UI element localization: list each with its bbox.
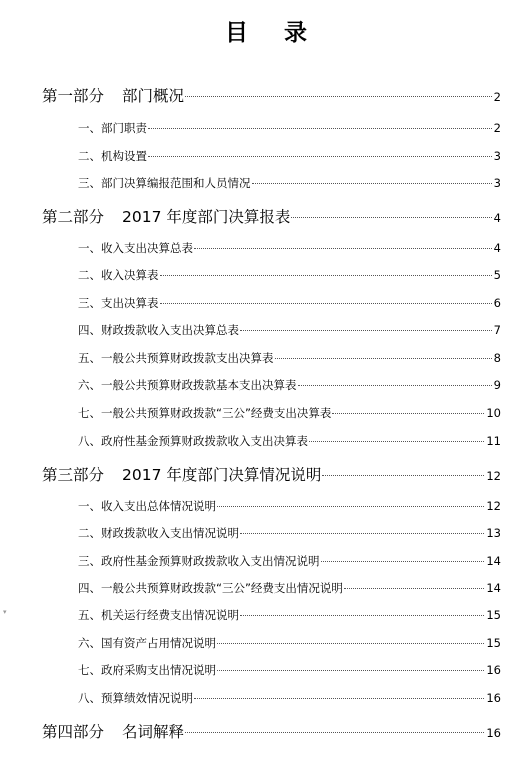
toc-section-title: 二、财政拨款收入支出情况说明 [78,526,239,540]
toc-dot-leader [240,330,492,331]
toc-dot-leader [148,128,492,129]
toc-section-entry[interactable] [78,267,501,283]
toc-page-number: 2 [493,90,501,104]
toc-part-entry[interactable] [42,84,501,106]
toc-dot-leader [185,732,484,733]
toc-dot-leader [291,217,491,218]
toc-page-number: 5 [493,268,501,282]
toc-section-entry[interactable] [78,175,501,191]
toc-section-title: 二、机构设置 [78,149,147,163]
toc-section-title: 二、收入决算表 [78,268,159,282]
toc-dot-leader [217,670,484,671]
toc-part-number: 第四部分 [42,723,105,741]
toc-section-entry[interactable] [78,580,501,596]
toc-dot-leader [240,533,484,534]
toc-section-title: 六、国有资产占用情况说明 [78,636,216,650]
toc-section-entry[interactable] [78,607,501,623]
toc-page-number: 16 [486,691,501,705]
toc-section-entry[interactable] [78,553,501,569]
toc-page-number: 7 [493,323,501,337]
toc-section-entry[interactable] [78,322,501,338]
toc-page-number: 14 [486,554,501,568]
toc-page-number: 16 [486,726,501,740]
toc-section-title: 五、一般公共预算财政拨款支出决算表 [78,351,274,365]
toc-part-title: 2017 年度部门决算报表 [122,208,291,226]
toc-section-entry[interactable] [78,433,501,449]
toc-page-number: 6 [493,296,501,310]
toc-section-title: 四、财政拨款收入支出决算总表 [78,323,239,337]
toc-dot-leader [275,358,492,359]
toc-dot-leader [185,96,492,97]
toc-dot-leader [194,698,484,699]
toc-dot-leader [344,588,484,589]
toc-dot-leader [252,183,492,184]
toc-part-heading [42,463,321,485]
toc-page-number: 10 [486,406,501,420]
toc-dot-leader [217,506,484,507]
toc-dot-leader [160,303,492,304]
toc-part-heading [42,84,184,106]
toc-page-number: 16 [486,663,501,677]
toc-page-number: 12 [486,469,501,483]
toc-page-number: 15 [486,636,501,650]
toc-section-title: 七、政府采购支出情况说明 [78,663,216,677]
toc-part-number: 第三部分 [42,466,105,484]
toc-dot-leader [217,643,484,644]
toc-page-number: 4 [493,211,501,225]
toc-section-title: 一、收入支出决算总表 [78,241,193,255]
toc-dot-leader [194,248,492,249]
toc-page-number: 4 [493,241,501,255]
toc-section-entry[interactable] [78,525,501,541]
page-title: 目录 [225,20,343,46]
toc-section-entry[interactable] [78,662,501,678]
toc-section-entry[interactable] [78,350,501,366]
toc-section-title: 三、支出决算表 [78,296,159,310]
margin-marker-icon: ▾ [3,608,7,616]
toc-part-number: 第一部分 [42,87,105,105]
toc-dot-leader [321,561,485,562]
toc-dot-leader [298,385,492,386]
toc-part-heading [42,205,290,227]
toc-dot-leader [240,615,484,616]
toc-dot-leader [322,475,484,476]
toc-page-number: 12 [486,499,501,513]
toc-part-title: 名词解释 [122,723,185,741]
toc-section-entry[interactable] [78,377,501,393]
toc-section-entry[interactable] [78,120,501,136]
toc-section-entry[interactable] [78,240,501,256]
toc-page-number: 15 [486,608,501,622]
toc-section-title: 三、部门决算编报范围和人员情况 [78,176,251,190]
toc-part-entry[interactable] [42,463,501,485]
toc-dot-leader [332,413,484,414]
toc-section-title: 三、政府性基金预算财政拨款收入支出情况说明 [78,554,320,568]
toc-section-entry[interactable] [78,498,501,514]
toc-section-entry[interactable] [78,405,501,421]
toc-part-number: 第二部分 [42,208,105,226]
toc-part-entry[interactable] [42,205,501,227]
toc-page-number: 3 [493,149,501,163]
toc-page-number: 2 [493,121,501,135]
toc-section-title: 七、一般公共预算财政拨款“三公”经费支出决算表 [78,406,332,420]
toc-section-title: 六、一般公共预算财政拨款基本支出决算表 [78,378,297,392]
toc-page-number: 14 [486,581,501,595]
toc-part-heading [42,720,184,742]
toc-section-entry[interactable] [78,295,501,311]
toc-section-title: 一、部门职责 [78,121,147,135]
toc-part-entry[interactable] [42,720,501,742]
toc-section-title: 一、收入支出总体情况说明 [78,499,216,513]
toc-page-number: 8 [493,351,501,365]
toc-part-title: 2017 年度部门决算情况说明 [122,466,322,484]
toc-page-number: 9 [493,378,501,392]
toc-page-number: 3 [493,176,501,190]
toc-section-entry[interactable] [78,635,501,651]
toc-page-number: 13 [486,526,501,540]
toc-section-title: 五、机关运行经费支出情况说明 [78,608,239,622]
toc-section-title: 八、政府性基金预算财政拨款收入支出决算表 [78,434,308,448]
toc-section-entry[interactable] [78,690,501,706]
toc-dot-leader [148,156,492,157]
toc-part-title: 部门概况 [122,87,185,105]
toc-section-title: 八、预算绩效情况说明 [78,691,193,705]
toc-section-entry[interactable] [78,148,501,164]
toc-page-number: 11 [486,434,501,448]
toc-section-title: 四、一般公共预算财政拨款“三公”经费支出情况说明 [78,581,343,595]
toc-dot-leader [160,275,492,276]
toc-dot-leader [309,441,484,442]
